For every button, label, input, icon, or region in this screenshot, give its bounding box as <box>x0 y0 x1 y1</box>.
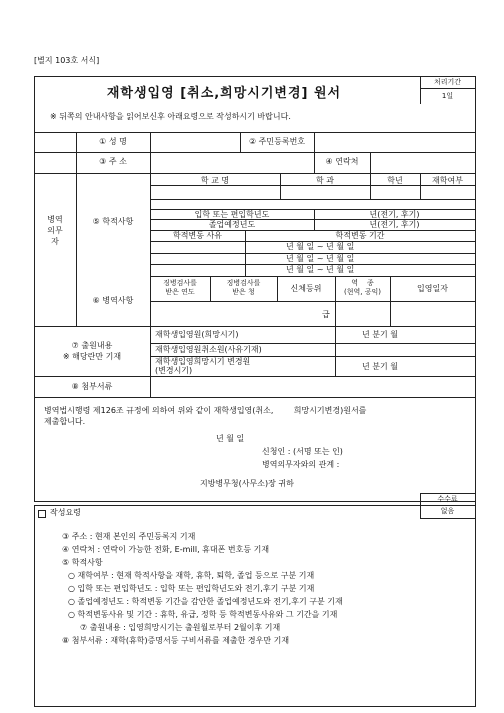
guide-item: ○ 재학여부 : 현재 학적사항을 재학, 휴학, 퇴학, 졸업 등으로 구분 기재 <box>68 571 315 580</box>
processing-value: 1일 <box>441 92 454 100</box>
military-grade-unit: 급 <box>322 310 330 319</box>
graduation-year-value[interactable]: 년(전기, 후기) <box>369 220 420 229</box>
education-header-major: 학 과 <box>316 176 334 185</box>
military-header-exam-year: 징병검사를 받은 연도 <box>163 279 197 296</box>
contact-label: ④ 연락처 <box>325 157 359 166</box>
applicant-signature[interactable]: 신청인 : (서명 또는 인) <box>262 447 343 456</box>
guide-item: ○ 입학 또는 편입학년도 : 입학 또는 편입학년도와 전기,후기 구분 기재 <box>68 584 315 593</box>
guide-item: ⑤ 학적사항 <box>62 558 103 567</box>
education-header-status: 재학여부 <box>432 176 463 185</box>
date-line[interactable]: 년 월 일 <box>216 434 245 443</box>
change-reason-label: 학적변동 사유 <box>173 231 222 240</box>
military-header-service-type: 역 종 (현역, 공익) <box>344 279 381 296</box>
guide-item: ③ 주소 : 현재 본인의 주민등록지 기재 <box>62 532 196 541</box>
application-row-change-value[interactable]: 년 분기 월 <box>362 362 398 371</box>
guide-item: ○ 학적변동사유 및 기간 : 휴학, 유급, 정학 등 학적변동사유와 그 기간을 기재 <box>68 610 338 619</box>
application-row-cancel: 재학생입영원취소원(사유기재) <box>155 345 262 354</box>
contact-field[interactable] <box>371 153 473 172</box>
guide-item: ⑦ 출원내용 : 입영희망시기는 출원월로부터 2월이후 기재 <box>80 623 281 632</box>
graduation-year-label: 졸업예정년도 <box>208 220 256 229</box>
guide-item: ○ 졸업예정년도 : 학적변동 기간을 감안한 졸업예정년도와 전기,후기 구분 기재 <box>68 597 343 606</box>
change-period-row[interactable]: 년 월 일 ~ 년 월 일 <box>286 242 355 251</box>
rrn-label: ② 주민등록번호 <box>248 137 306 146</box>
change-period-row[interactable]: 년 월 일 ~ 년 월 일 <box>286 265 355 274</box>
admission-year-label: 입학 또는 편입학년도 <box>194 210 270 219</box>
admission-year-value[interactable]: 년(전기, 후기) <box>369 210 420 219</box>
military-duty-label: 병역 의무 자 <box>47 215 63 246</box>
checkbox-icon <box>38 510 46 518</box>
attachments-label: ⑧ 첨부서류 <box>71 382 113 391</box>
processing-label: 처리기간 <box>433 78 462 86</box>
guide-item: ⑧ 첨부서류 : 재학(휴학)증명서등 구비서류를 제출한 경우만 기재 <box>62 636 290 645</box>
guide-item: ④ 연락처 : 연락이 가능한 전화, E-mill, 휴대폰 번호등 기재 <box>62 545 270 554</box>
military-header-exam-office: 징병검사를 받은 청 <box>226 279 261 296</box>
application-sublabel: ※ 해당란만 기재 <box>62 352 122 361</box>
address-label: ③ 주 소 <box>99 157 127 166</box>
education-header-school: 학 교 명 <box>200 176 230 185</box>
change-period-row[interactable]: 년 월 일 ~ 년 월 일 <box>286 254 355 263</box>
form-title: 재학생입영 [취소,희망시기변경] 원서 <box>106 86 342 101</box>
application-row-change: 재학생입영희망시기 변경원 (변경시기) <box>155 357 251 375</box>
change-period-label: 학적변동 기간 <box>335 231 385 240</box>
form-number: [별지 103호 서식] <box>34 56 100 65</box>
fee-label: 수수료 <box>437 495 458 503</box>
notice-text: ※ 뒤쪽의 안내사항을 읽어보신후 아래요령으로 작성하시기 바랍니다. <box>50 112 291 121</box>
name-field[interactable] <box>150 133 240 151</box>
application-row-enlist-value[interactable]: 년 분기 월 <box>362 330 398 339</box>
military-header-grade: 신체등위 <box>290 284 322 293</box>
recipient-text: 지방병무청(사무소)장 귀하 <box>200 479 294 488</box>
name-label: ① 성 명 <box>99 137 127 146</box>
application-row-cancel-value[interactable] <box>336 344 474 355</box>
statement-text: 병역법시행령 제126조 규정에 의하여 위와 같이 재학생입영(취소, 희망시기변경)원서를 제출합니다. <box>44 406 367 426</box>
application-label: ⑦ 출원내용 <box>71 341 113 350</box>
application-row-enlist: 재학생입영원(희망시기) <box>155 330 239 339</box>
attachments-field[interactable] <box>151 377 474 396</box>
rrn-field[interactable] <box>315 133 473 151</box>
address-field[interactable] <box>151 153 313 172</box>
education-label: ⑤ 학적사항 <box>92 217 134 226</box>
military-header-enlist-date: 입영일자 <box>417 284 448 293</box>
relation-field[interactable]: 병역의무자와의 관계 : <box>262 460 340 469</box>
military-label: ⑥ 병역사항 <box>92 296 134 305</box>
guide-title: 작성요령 <box>50 508 81 517</box>
education-header-grade: 학년 <box>387 176 403 185</box>
fee-value: 없음 <box>440 507 455 515</box>
